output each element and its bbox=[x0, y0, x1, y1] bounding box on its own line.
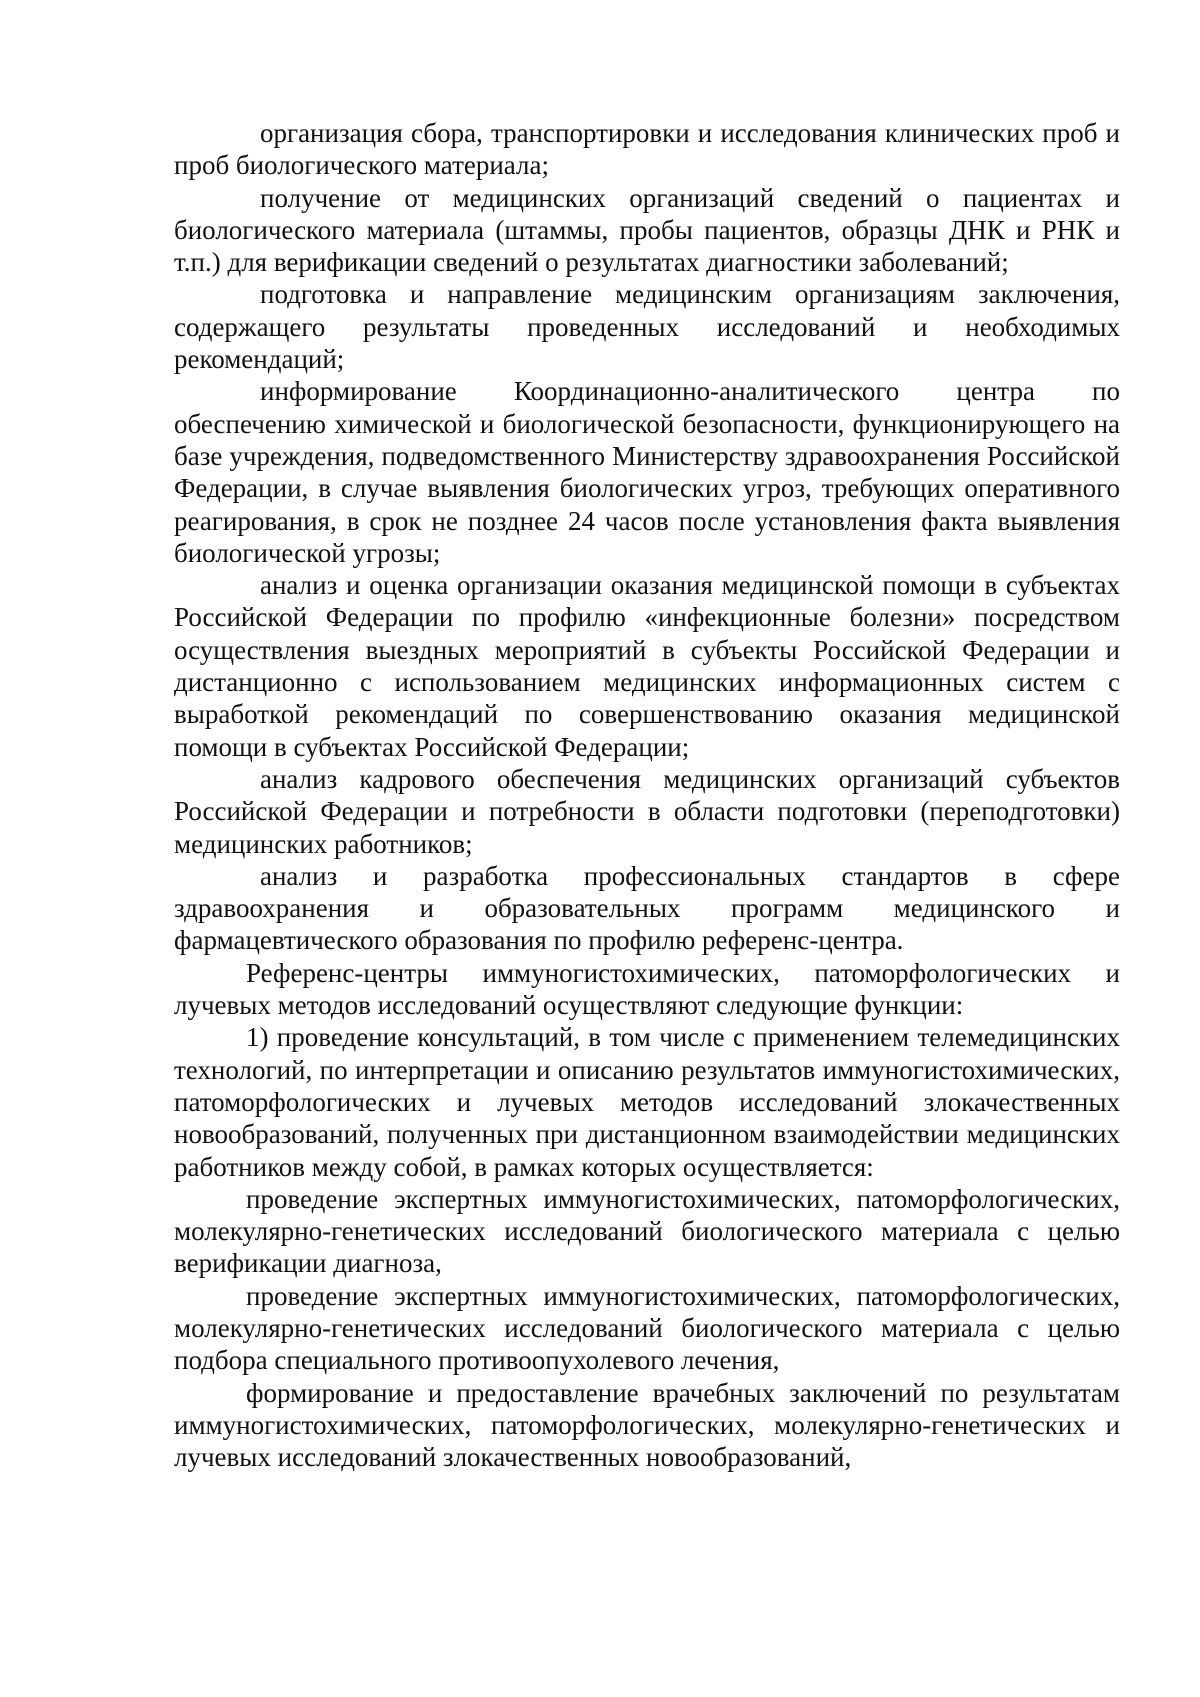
paragraph-standards-development: анализ и разработка профессиональных стандартов в сфере здравоохранения и образовательных программ медицинского и фармацевтического образования по профилю референс-центра. bbox=[174, 860, 1120, 956]
paragraph-sample-collection: организация сбора, транспортировки и исследования клинических проб и проб биологического материала; bbox=[174, 118, 1120, 181]
paragraph-medical-conclusions: формирование и предоставление врачебных заключений по результатам иммуногистохимических, патоморфологических, молекулярно-генетических и лучевых исследований злокачественных новообразований, bbox=[174, 1377, 1120, 1473]
paragraph-conclusion: подготовка и направление медицинским организациям заключения, содержащего результаты проведенных исследований и необходимых рекомендаций; bbox=[174, 279, 1120, 375]
paragraph-expert-verification: проведение экспертных иммуногистохимических, патоморфологических, молекулярно-генетических исследований биологического материала с целью верификации диагноза, bbox=[174, 1183, 1120, 1279]
paragraph-informing-center: информирование Координационно-аналитического центра по обеспечению химической и биологической безопасности, функционирующего на базе учреждения, подведомственного Министерству здравоохранения Российской Федерации, в случае выявления биологических угроз, требующих оперативного реагирования, в срок не позднее 24 часов после установления факта выявления биологической угрозы; bbox=[174, 376, 1120, 568]
paragraph-item-1-consultations: 1) проведение консультаций, в том числе с применением телемедицинских технологий, по интерпретации и описанию результатов иммуногистохимических, патоморфологических и лучевых методов исследований злокачественных новообразований, полученных при дистанционном взаимодействии медицинских работников между собой, в рамках которых осуществляется: bbox=[174, 1022, 1120, 1182]
paragraph-reference-centers: Референс-центры иммуногистохимических, патоморфологических и лучевых методов исследований осуществляют следующие функции: bbox=[174, 957, 1120, 1021]
paragraph-patient-data: получение от медицинских организаций сведений о пациентах и биологического материала (штаммы, пробы пациентов, образцы ДНК и РНК и т.п.) для верификации сведений о результатах диагностики заболеваний; bbox=[174, 182, 1120, 278]
paragraph-analysis-care: анализ и оценка организации оказания медицинской помощи в субъектах Российской Федерации по профилю «инфекционные болезни» посредством осуществления выездных мероприятий в субъекты Российской Федерации и дистанционно с использованием медицинских информационных систем с выработкой рекомендаций по совершенствованию оказания медицинской помощи в субъектах Российской Федерации; bbox=[174, 570, 1120, 762]
document-body bbox=[174, 117, 1120, 1473]
paragraph-staffing-analysis: анализ кадрового обеспечения медицинских организаций субъектов Российской Федерации и потребности в области подготовки (переподготовки) медицинских работников; bbox=[174, 763, 1120, 859]
paragraph-expert-treatment: проведение экспертных иммуногистохимических, патоморфологических, молекулярно-генетических исследований биологического материала с целью подбора специального противоопухолевого лечения, bbox=[174, 1280, 1120, 1376]
